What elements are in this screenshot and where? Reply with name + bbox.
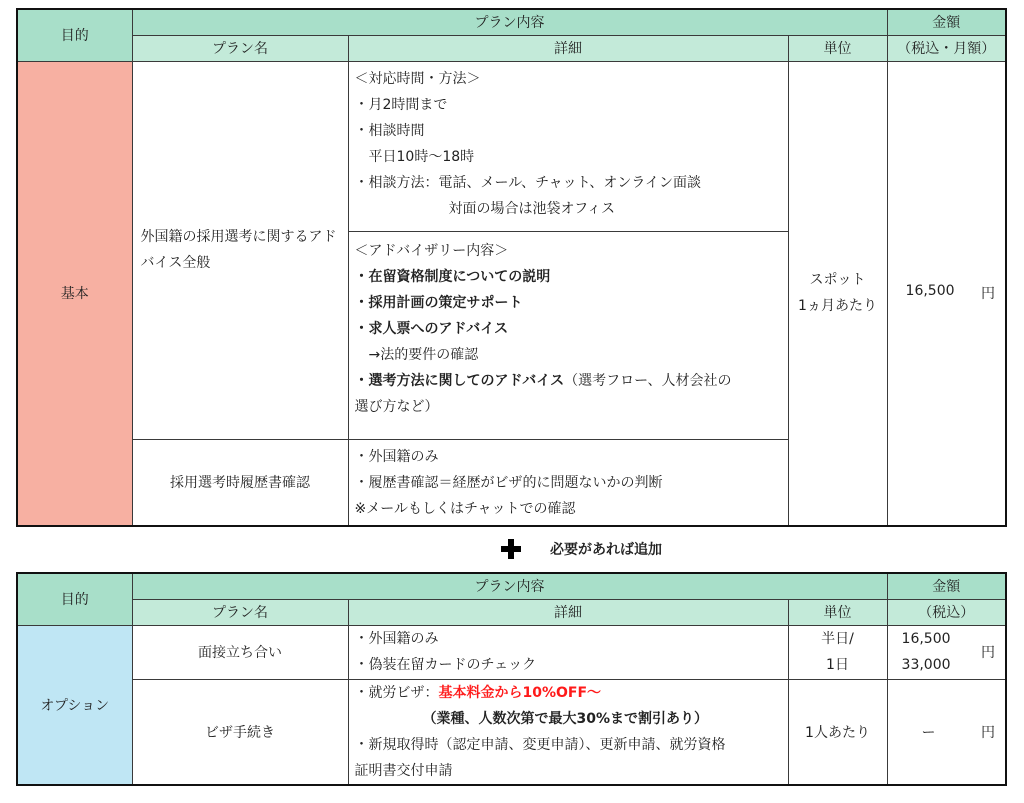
header-unit: 単位	[788, 599, 887, 625]
header-plan-content: プラン内容	[132, 9, 887, 35]
option-plan-table	[16, 572, 1007, 786]
detail-resume-cell	[348, 439, 788, 526]
detail-interview-cell	[348, 625, 788, 679]
detail-prefix: ・就労ビザ：	[354, 684, 439, 701]
detail-text: ・外国籍のみ	[354, 631, 439, 647]
header-plan-name: プラン名	[132, 35, 348, 61]
detail-text: ・外国籍のみ	[354, 448, 439, 465]
detail-text: ＜アドバイザリー内容＞	[354, 242, 509, 259]
add-if-needed-row	[500, 537, 662, 561]
header-plan-name: プラン名	[132, 599, 348, 625]
detail-text: ・相談方法：電話、メール、チャット、オンライン面談	[354, 174, 701, 191]
detail-advisory-cell	[348, 231, 788, 439]
unit-cell	[788, 61, 887, 526]
unit-text: 1ヵ月あたり	[798, 298, 877, 315]
unit-text: 半日/	[821, 631, 854, 647]
detail-text: ＜対応時間・方法＞	[354, 70, 481, 87]
yen-unit: 円	[981, 645, 996, 661]
discount-highlight: 基本料金から10%OFF～	[438, 684, 602, 701]
header-detail: 詳細	[348, 35, 788, 61]
detail-visa-cell	[348, 679, 788, 785]
unit-text: スポット	[809, 272, 866, 289]
unit-cell	[788, 625, 887, 679]
detail-text: ・採用計画の策定サポート	[354, 294, 523, 311]
detail-text: （業種、人数次第で最大30%まで割引あり）	[422, 710, 709, 727]
purpose-basic-cell: 基本	[17, 61, 132, 526]
plan-name-interview: 面接立ち合い	[132, 625, 348, 679]
header-amount: 金額	[887, 9, 1006, 35]
unit-visa: 1人あたり	[788, 679, 887, 785]
plus-icon	[500, 538, 522, 560]
add-if-needed-label: 必要があれば追加	[550, 542, 662, 558]
unit-text: 1日	[826, 657, 849, 673]
detail-text: 証明書交付申請	[354, 762, 453, 779]
detail-text: 対面の場合は池袋オフィス	[448, 200, 615, 217]
header-amount-note: （税込）	[887, 599, 1006, 625]
header-purpose: 目的	[17, 573, 132, 625]
basic-plan-table	[16, 8, 1007, 527]
detail-note: （選考フロー、人材会社の	[564, 372, 732, 389]
plan-name-advice: 外国籍の採用選考に関するアドバイス全般	[140, 229, 337, 271]
header-amount: 金額	[887, 573, 1006, 599]
header-amount-note: （税込・月額）	[887, 35, 1006, 61]
detail-text: 選び方など）	[354, 398, 439, 415]
yen-unit: 円	[981, 724, 996, 741]
detail-hours-cell	[348, 61, 788, 231]
purpose-option-cell: オプション	[17, 625, 132, 785]
header-plan-content: プラン内容	[132, 573, 887, 599]
detail-text: ・相談時間	[354, 122, 425, 139]
detail-text: ・新規取得時（認定申請、変更申請）、更新申請、就労資格	[354, 736, 726, 753]
detail-text: ・偽装在留カードのチェック	[354, 657, 537, 673]
detail-bold: ・選考方法に関してのアドバイス	[354, 372, 565, 389]
price-value: 33,000	[901, 657, 951, 673]
detail-text: ・在留資格制度についての説明	[354, 268, 551, 285]
header-detail: 詳細	[348, 599, 788, 625]
header-purpose: 目的	[17, 9, 132, 61]
detail-text	[355, 680, 782, 706]
plan-name-cell	[132, 61, 348, 439]
detail-text: ※メールもしくはチャットでの確認	[354, 500, 576, 517]
detail-text: ・履歴書確認＝経歴がビザ的に問題ないかの判断	[354, 474, 663, 491]
detail-text: →法的要件の確認	[354, 346, 479, 363]
yen-unit: 円	[981, 286, 996, 303]
detail-text	[355, 368, 782, 394]
price-cell	[887, 61, 1006, 526]
detail-text: ・月2時間まで	[354, 96, 448, 113]
plan-name-resume-check: 採用選考時履歴書確認	[132, 439, 348, 526]
price-value: 16,500	[901, 631, 951, 647]
price-cell	[887, 679, 1006, 785]
price-value: ー	[921, 724, 936, 741]
header-unit: 単位	[788, 35, 887, 61]
detail-text: 平日10時～18時	[354, 148, 475, 165]
price-value: 16,500	[905, 283, 955, 300]
detail-text: ・求人票へのアドバイス	[354, 320, 509, 337]
price-cell	[887, 625, 1006, 679]
plan-name-visa: ビザ手続き	[132, 679, 348, 785]
